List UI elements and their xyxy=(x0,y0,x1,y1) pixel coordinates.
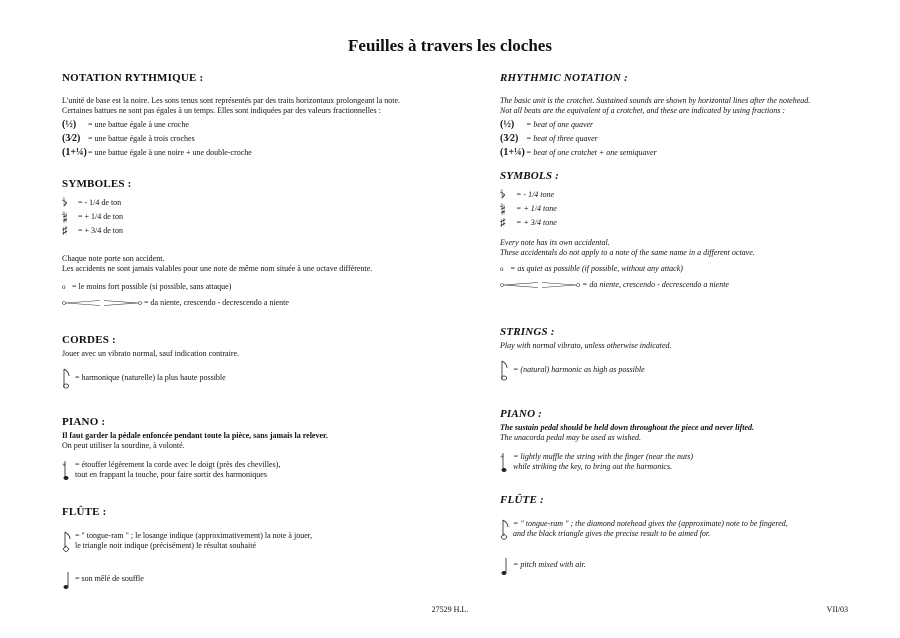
hairpin-icon xyxy=(500,282,580,288)
tongue-ram-row xyxy=(62,530,462,552)
three-quarter-sharp-icon: ♯ xyxy=(62,225,68,237)
row-text: = (natural) harmonic as high as possible xyxy=(513,365,645,374)
harmonic-note-icon xyxy=(500,359,510,381)
accidental-row xyxy=(62,198,462,208)
harmonic-note-icon xyxy=(62,367,72,389)
svg-text:+: + xyxy=(62,461,66,469)
symbols-section-fr xyxy=(62,178,462,308)
row-text: = - 1/4 de ton xyxy=(78,198,122,207)
air-note-icon xyxy=(62,568,72,590)
symbols-section-en xyxy=(500,170,870,290)
row-text: = " tongue-ram " ; le losange indique (approximativement) la note à jouer, xyxy=(75,531,313,540)
section-heading: CORDES : xyxy=(62,334,116,346)
air-row xyxy=(500,554,870,576)
muted-note-icon xyxy=(62,459,72,481)
fraction-row xyxy=(62,120,462,130)
section-heading: SYMBOLS : xyxy=(500,170,559,182)
section-heading: PIANO : xyxy=(500,408,543,420)
page-title: Feuilles à travers les cloches xyxy=(348,36,552,55)
row-text: = - 1/4 tone xyxy=(516,190,555,199)
svg-text:+: + xyxy=(500,453,504,461)
paragraph: L'unité de base est la noire. Les sons tenus sont représentés par des traits horizontaux prolongeant la note. xyxy=(62,96,401,105)
tongue-ram-row xyxy=(500,518,870,540)
row-text: = " tongue-ram " ; the diamond notehead gives the (approximate) note to be fingered, xyxy=(513,519,788,528)
notation-section-fr xyxy=(62,72,462,158)
row-text: while striking the key, to bring out the harmonics. xyxy=(513,462,673,471)
accidental-row xyxy=(500,190,870,200)
tongue-ram-note-icon xyxy=(62,530,72,552)
notation-section-en xyxy=(500,72,870,158)
paragraph: These accidentals do not apply to a note of the same name in a different octave. xyxy=(500,248,755,257)
section-heading: FLÛTE : xyxy=(500,494,544,506)
section-heading: STRINGS : xyxy=(500,326,555,338)
row-text: = son mêlé de souffle xyxy=(75,574,144,583)
quarter-flat-icon: 𝄳 xyxy=(62,197,68,209)
niente-icon: o xyxy=(500,265,504,273)
flute-section-en xyxy=(500,494,870,576)
accidental-row xyxy=(62,226,462,236)
fraction-symbol: (½) xyxy=(500,119,515,130)
harmonic-row xyxy=(62,367,462,389)
accidental-row xyxy=(62,212,462,222)
paragraph: Chaque note porte son accident. xyxy=(62,254,165,263)
row-text: = da niente, crescendo - decrescendo a niente xyxy=(582,280,729,289)
mute-row xyxy=(62,459,462,481)
row-text: = pitch mixed with air. xyxy=(513,560,586,569)
footer-catalog-number: 27529 H.L. xyxy=(431,605,469,614)
mute-row xyxy=(500,451,870,473)
paragraph: On peut utiliser la sourdine, à volonté. xyxy=(62,441,185,450)
row-text: = + 1/4 de ton xyxy=(78,212,124,221)
paragraph: Certaines battues ne sont pas égales à un temps. Elles sont indiquées par des valeurs fractionnelles : xyxy=(62,106,381,115)
row-text: = as quiet as possible (if possible, without any attack) xyxy=(510,264,683,273)
row-text: = beat of three quaver xyxy=(526,134,598,143)
row-text: = da niente, crescendo - decrescendo a niente xyxy=(144,298,289,307)
row-text: = beat of one quaver xyxy=(526,120,594,129)
fraction-symbol: (3⁄2) xyxy=(62,133,81,144)
paragraph: Jouer avec un vibrato normal, sauf indication contraire. xyxy=(62,349,240,358)
row-text: = le moins fort possible (si possible, sans attaque) xyxy=(72,282,232,291)
piano-section-en xyxy=(500,408,870,473)
paragraph: Not all beats are the equivalent of a crotchet, and these are indicated by using fractions : xyxy=(500,106,786,115)
section-heading: SYMBOLES : xyxy=(62,178,132,190)
section-heading: RHYTHMIC NOTATION : xyxy=(500,72,628,84)
row-text: = beat of one crotchet + one semiquaver xyxy=(526,148,657,157)
row-text: = lightly muffle the string with the finger (near the nuts) xyxy=(513,452,694,461)
accidental-row xyxy=(500,204,870,214)
paragraph: Play with normal vibrato, unless otherwise indicated. xyxy=(500,341,672,350)
row-text: tout en frappant la touche, pour faire sortir des harmoniques xyxy=(75,470,267,479)
row-text: = une battue égale à une croche xyxy=(88,120,189,129)
dynamic-row xyxy=(500,264,870,274)
fraction-row xyxy=(500,134,870,144)
fraction-symbol: (1+¼) xyxy=(500,147,525,158)
row-text: = une battue égale à trois croches xyxy=(88,134,195,143)
paragraph: Il faut garder la pédale enfoncée pendant toute la pièce, sans jamais la relever. xyxy=(62,431,328,440)
row-text: and the black triangle gives the precise result to be aimed for. xyxy=(513,529,711,538)
row-text: le triangle noir indique (précisément) le résultat souhaité xyxy=(75,541,257,550)
strings-section-en xyxy=(500,326,870,381)
strings-section-fr xyxy=(62,334,462,389)
paragraph: Les accidents ne sont jamais valables pour une note de même nom située à une octave différente. xyxy=(62,264,373,273)
quarter-sharp-icon: 𝄲 xyxy=(62,211,68,223)
row-text: = une battue égale à une noire + une double-croche xyxy=(88,148,252,157)
paragraph: The unacorda pedal may be used as wished. xyxy=(500,433,642,442)
fraction-symbol: (½) xyxy=(62,119,77,130)
fraction-row xyxy=(62,134,462,144)
fraction-row xyxy=(500,148,870,158)
row-text: = + 3/4 tone xyxy=(516,218,557,227)
fraction-symbol: (1+¼) xyxy=(62,147,87,158)
section-heading: NOTATION RYTHMIQUE : xyxy=(62,72,204,84)
footer-date: VII/03 xyxy=(826,605,848,614)
row-text: = + 1/4 tone xyxy=(516,204,557,213)
fraction-row xyxy=(500,120,870,130)
harmonic-row xyxy=(500,359,870,381)
niente-icon: o xyxy=(62,283,66,291)
paragraph: The basic unit is the crotchet. Sustained sounds are shown by horizontal lines after the notehead. xyxy=(500,96,811,105)
dynamic-row xyxy=(62,298,462,308)
piano-section-fr xyxy=(62,416,462,481)
row-text: = + 3/4 de ton xyxy=(78,226,124,235)
flute-section-fr xyxy=(62,506,462,590)
hairpin-icon xyxy=(62,300,142,306)
quarter-flat-icon: 𝄳 xyxy=(500,189,506,201)
fraction-row xyxy=(62,148,462,158)
dynamic-row xyxy=(62,282,462,292)
fraction-symbol: (3⁄2) xyxy=(500,133,519,144)
row-text: = harmonique (naturelle) la plus haute possible xyxy=(75,373,226,382)
dynamic-row xyxy=(500,280,870,290)
paragraph: Every note has its own accidental. xyxy=(500,238,610,247)
muted-note-icon xyxy=(500,451,510,473)
row-text: = étouffer légèrement la corde avec le doigt (près des chevilles), xyxy=(75,460,281,469)
section-heading: PIANO : xyxy=(62,416,106,428)
section-heading: FLÛTE : xyxy=(62,506,107,518)
paragraph: The sustain pedal should be held down throughout the piece and never lifted. xyxy=(500,423,755,432)
tongue-ram-note-icon xyxy=(500,518,510,540)
air-row xyxy=(62,568,462,590)
quarter-sharp-icon: 𝄲 xyxy=(500,203,506,215)
air-note-icon xyxy=(500,554,510,576)
accidental-row xyxy=(500,218,870,228)
three-quarter-sharp-icon: ♯ xyxy=(500,217,506,229)
